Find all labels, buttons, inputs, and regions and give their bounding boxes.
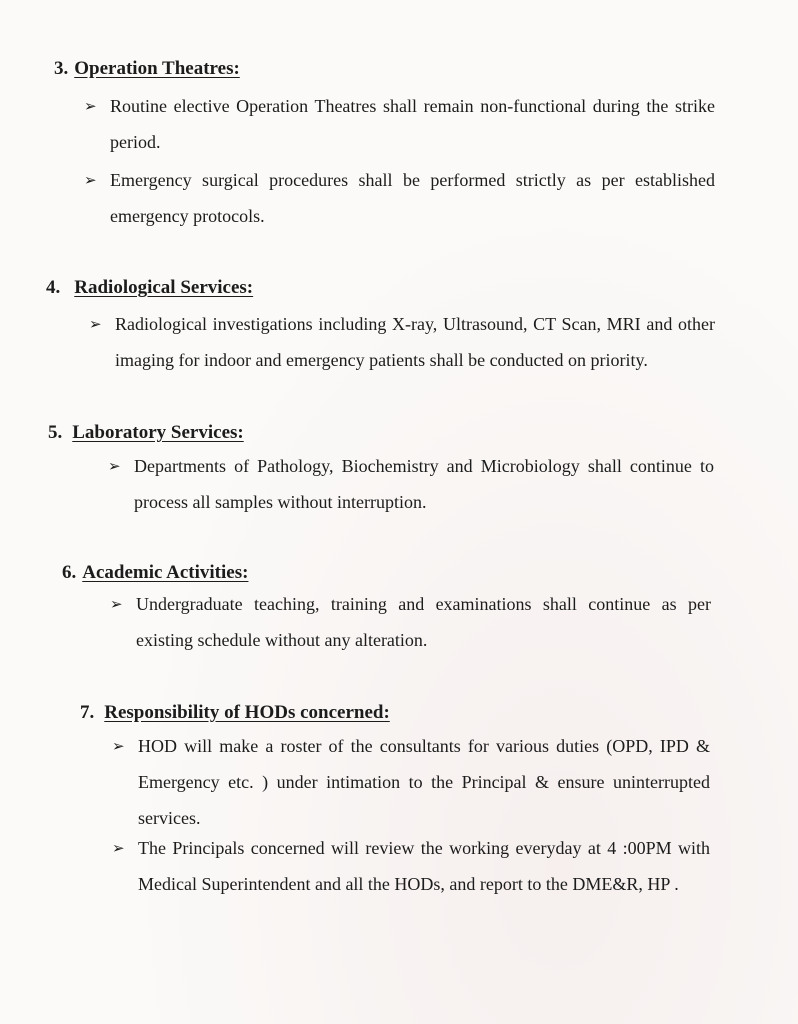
bullet-text: Routine elective Operation Theatres shall remain non-functional during the strike period.	[110, 96, 715, 152]
list-item	[112, 830, 710, 902]
bullet-text: HOD will make a roster of the consultants for various duties (OPD, IPD & Emergency etc. ) under intimation to the Principal & ensure uninterrupted services.	[138, 736, 710, 828]
bullet-text: Undergraduate teaching, training and examinations shall continue as per existing schedule without any alteration.	[136, 594, 711, 650]
section-heading-radiological-services	[46, 277, 253, 299]
section-number: 5.	[48, 422, 63, 443]
list-item	[108, 448, 714, 520]
section-heading-responsibility-of-hods	[80, 702, 390, 724]
bullet-text: Emergency surgical procedures shall be performed strictly as per established emergency protocols.	[110, 170, 715, 226]
section-number: 7.	[80, 702, 95, 723]
list-item	[110, 586, 711, 658]
section-title: Responsibility of HODs concerned:	[104, 702, 390, 723]
section-title: Radiological Services:	[74, 277, 254, 298]
bullet-text: The Principals concerned will review the working everyday at 4 :00PM with Medical Superintendent and all the HODs, and report to the DME&R, HP .	[138, 838, 710, 894]
arrow-bullet-icon: ➢	[84, 97, 97, 115]
arrow-bullet-icon: ➢	[112, 839, 125, 857]
section-heading-operation-theatres	[54, 58, 240, 80]
section-number: 6.	[62, 562, 77, 583]
section-number: 4.	[46, 277, 61, 298]
section-title: Academic Activities:	[82, 562, 249, 583]
section-heading-laboratory-services	[48, 422, 244, 444]
arrow-bullet-icon: ➢	[84, 171, 97, 189]
list-item	[89, 306, 715, 378]
bullet-text: Radiological investigations including X-ray, Ultrasound, CT Scan, MRI and other imaging for indoor and emergency patients shall be conducted on priority.	[115, 314, 715, 370]
section-number: 3.	[54, 58, 69, 79]
arrow-bullet-icon: ➢	[112, 737, 125, 755]
arrow-bullet-icon: ➢	[110, 595, 123, 613]
section-heading-academic-activities	[62, 562, 248, 584]
arrow-bullet-icon: ➢	[108, 457, 121, 475]
bullet-text: Departments of Pathology, Biochemistry and Microbiology shall continue to process all samples without interruption.	[134, 456, 714, 512]
list-item	[84, 162, 715, 234]
section-title: Operation Theatres:	[74, 58, 240, 79]
arrow-bullet-icon: ➢	[89, 315, 102, 333]
list-item	[84, 88, 715, 160]
list-item	[112, 728, 710, 836]
section-title: Laboratory Services:	[72, 422, 244, 443]
